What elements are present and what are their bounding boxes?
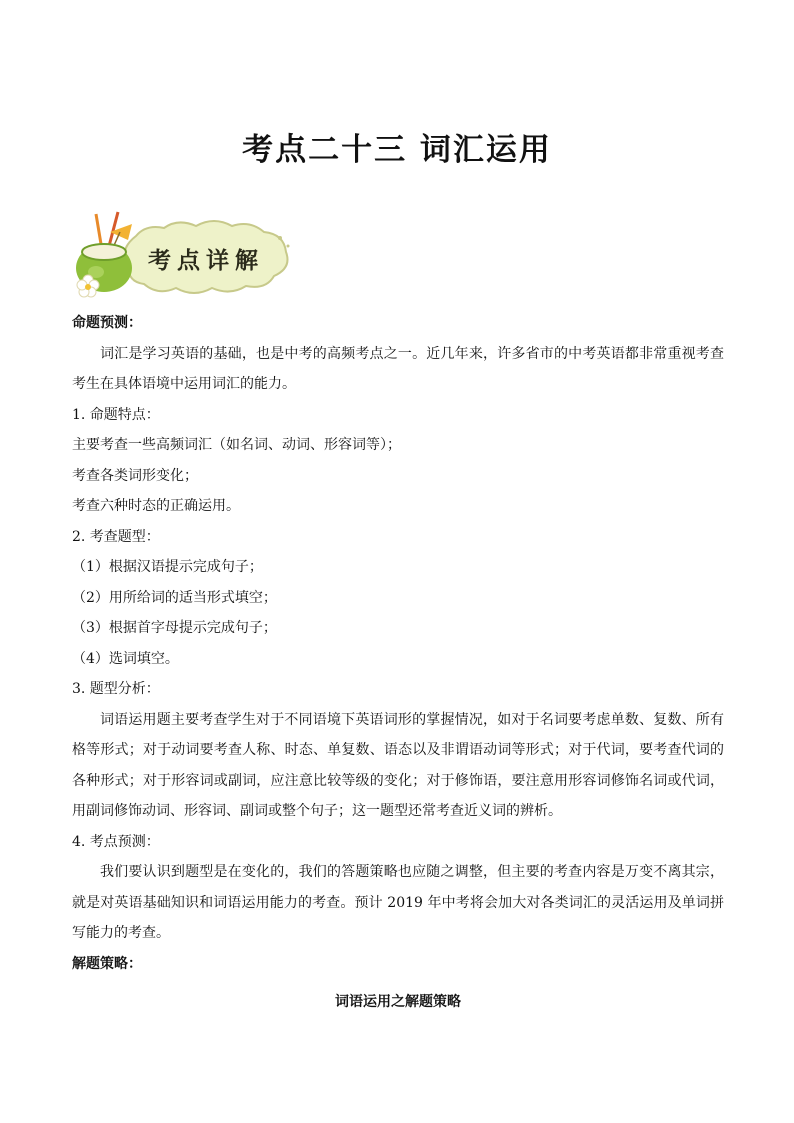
- features-heading: 1. 命题特点：: [72, 406, 160, 423]
- feature-item: 考查各类词形变化；: [72, 467, 198, 484]
- section-banner: [66, 206, 296, 298]
- forecast-paragraph: 我们要认识到题型是在变化的，我们的答题策略也应随之调整，但主要的考查内容是万变不离其宗，就是对英语基础知识和词语运用能力的考查。预计 2019 年中考将会加大对各类词汇的灵活运用及单词拼写能力的考查。: [72, 864, 724, 941]
- strategy-subheading: 词语运用之解题策略: [335, 994, 461, 1010]
- question-types-heading: 2. 考查题型：: [72, 528, 160, 545]
- forecast-heading: 4. 考点预测：: [72, 833, 160, 850]
- question-type-item: （1）根据汉语提示完成句子；: [72, 559, 263, 575]
- analysis-paragraph: 词语运用题主要考查学生对于不同语境下英语词形的掌握情况，如对于名词要考虑单数、复数、所有格等形式；对于动词要考查人称、时态、单复数、语态以及非谓语动词等形式；对于代词，要考查代词的各种形式；对于形容词或副词，应注意比较等级的变化；对于修饰语，要注意用形容词修饰名词或代词，用副词修饰动词、形容词、副词或整个句子；这一题型还常考查近义词的辨析。: [72, 711, 724, 819]
- coconut-drink-icon: [66, 206, 146, 298]
- prediction-heading: 命题预测：: [72, 315, 142, 331]
- feature-item: 考查六种时态的正确运用。: [72, 498, 240, 514]
- intro-paragraph: 词汇是学习英语的基础，也是中考的高频考点之一。近几年来，许多省市的中考英语都非常重视考查考生在具体语境中运用词汇的能力。: [72, 345, 724, 392]
- question-type-item: （4）选词填空。: [72, 650, 179, 667]
- banner-label: 考点详解: [148, 248, 264, 274]
- question-type-item: （3）根据首字母提示完成句子；: [72, 620, 277, 636]
- page-title: 考点二十三 词汇运用: [242, 132, 552, 168]
- analysis-heading: 3. 题型分析：: [72, 681, 160, 697]
- feature-item: 主要考查一些高频词汇（如名词、动词、形容词等）；: [72, 437, 401, 453]
- strategy-heading: 解题策略：: [72, 955, 142, 972]
- document-body: [72, 308, 724, 1018]
- question-type-item: （2）用所给词的适当形式填空；: [72, 589, 277, 606]
